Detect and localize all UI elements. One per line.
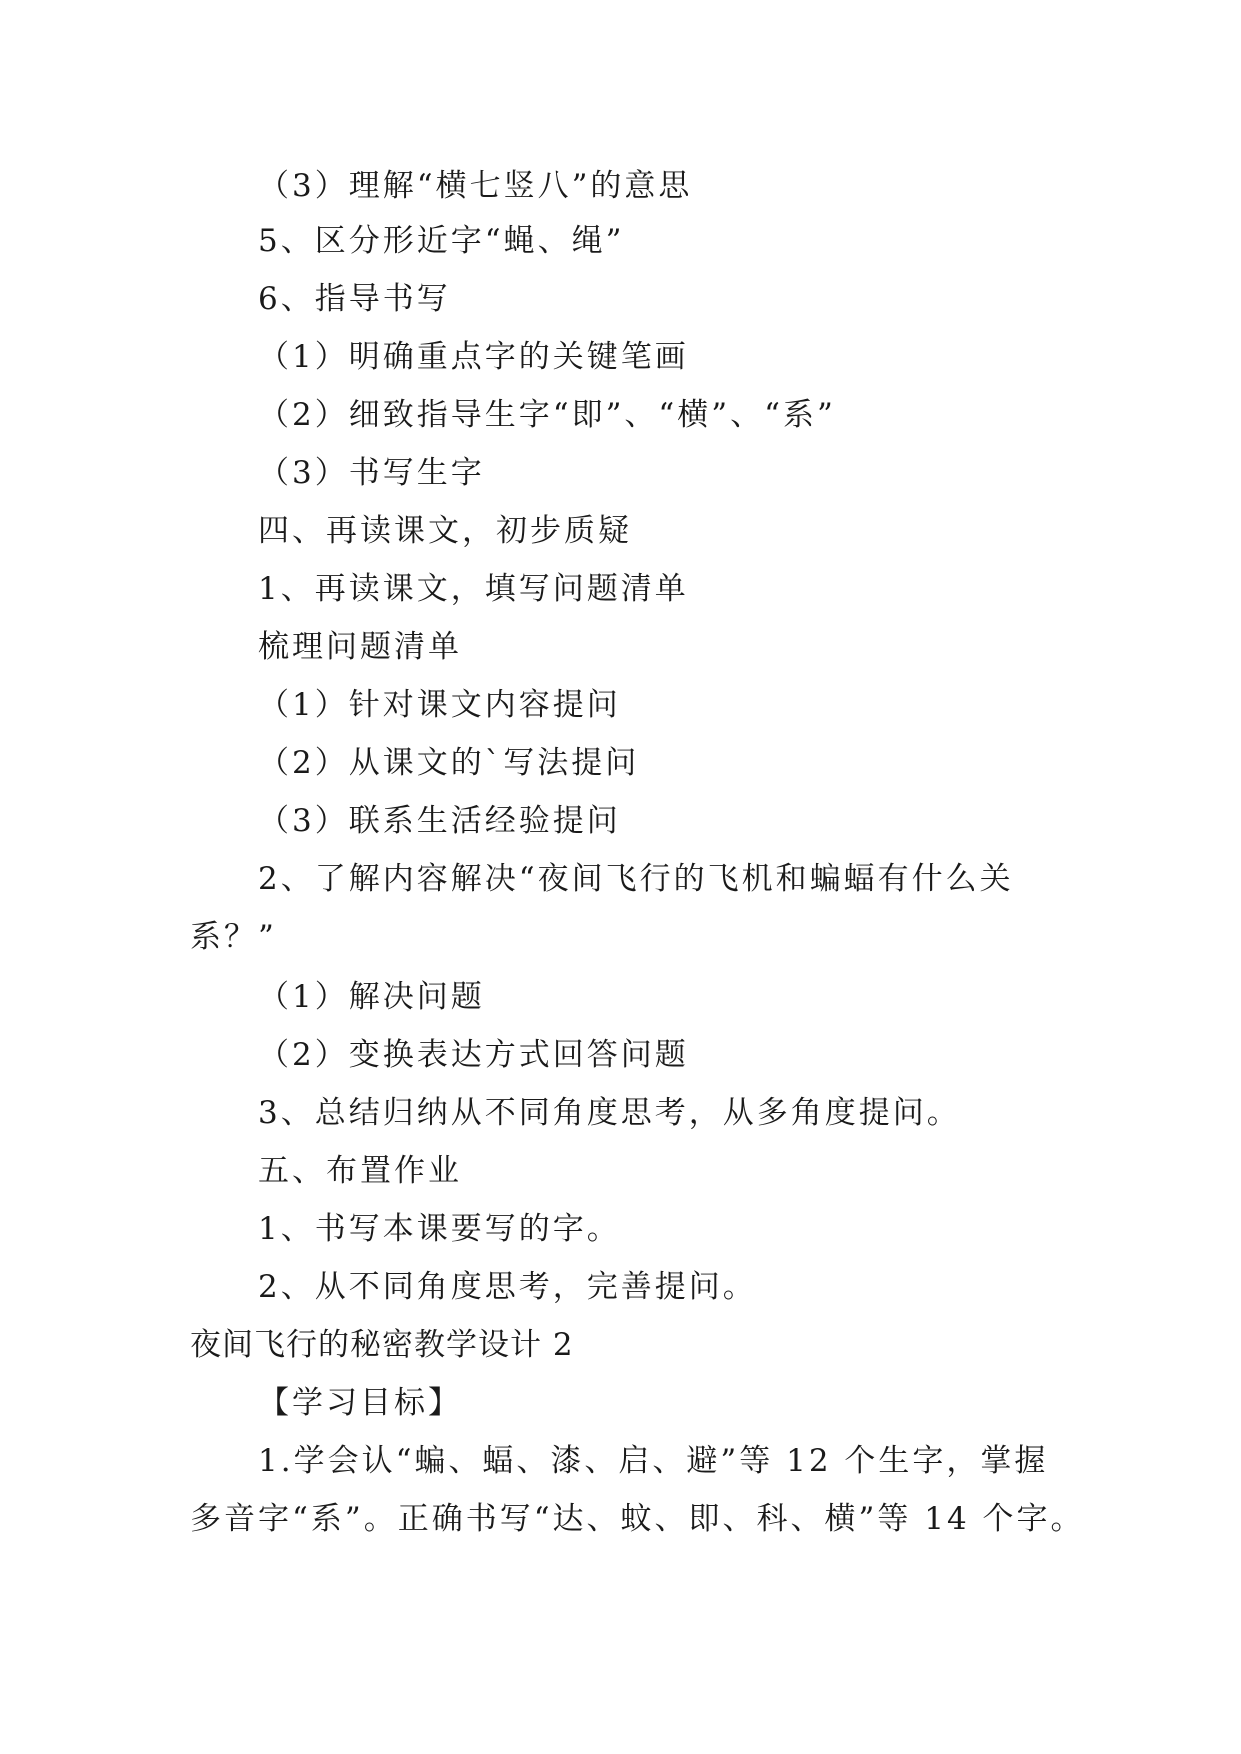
homework-item-1: 1、书写本课要写的字。 [258, 1211, 621, 1247]
goal-1-line-2: 多音字“系”。正确书写“达、蚊、即、科、横”等 14 个字。 [190, 1501, 1085, 1537]
homework-item-2: 2、从不同角度思考，完善提问。 [258, 1269, 757, 1305]
step-1-reread: 1、再读课文，填写问题清单 [258, 571, 689, 607]
section-4-heading: 四、再读课文，初步质疑 [258, 513, 632, 549]
step-2-understand-content: 2、了解内容解决“夜间飞行的飞机和蝙蝠有什么关 [258, 861, 1014, 897]
step-2-continuation: 系？” [190, 919, 277, 955]
sub-item-understand-phrase: （3）理解“横七竖八”的意思 [258, 168, 693, 204]
step-6-heading: 6、指导书写 [258, 281, 451, 317]
sub-item-solve-problem: （1）解决问题 [258, 979, 485, 1015]
sub-item-key-strokes: （1）明确重点字的关键笔画 [258, 339, 689, 375]
lesson-plan-title: 夜间飞行的秘密教学设计 2 [190, 1327, 574, 1363]
sub-item-content-questions: （1）针对课文内容提问 [258, 687, 621, 723]
step-5-heading: 5、区分形近字“蝇、绳” [258, 223, 625, 259]
question-list-heading: 梳理问题清单 [258, 629, 462, 665]
sub-item-rephrase-answer: （2）变换表达方式回答问题 [258, 1037, 689, 1073]
section-5-heading: 五、布置作业 [258, 1153, 462, 1189]
goal-1-line-1: 1.学会认“蝙、蝠、漆、启、避”等 12 个生字，掌握 [258, 1443, 1049, 1479]
sub-item-guide-characters: （2）细致指导生字“即”、“横”、“系” [258, 397, 836, 433]
sub-item-life-questions: （3）联系生活经验提问 [258, 803, 621, 839]
learning-goals-heading: 【学习目标】 [258, 1385, 462, 1421]
step-3-summary: 3、总结归纳从不同角度思考，从多角度提问。 [258, 1095, 961, 1131]
sub-item-writing-questions: （2）从课文的`写法提问 [258, 745, 640, 781]
sub-item-write-characters: （3）书写生字 [258, 455, 485, 491]
